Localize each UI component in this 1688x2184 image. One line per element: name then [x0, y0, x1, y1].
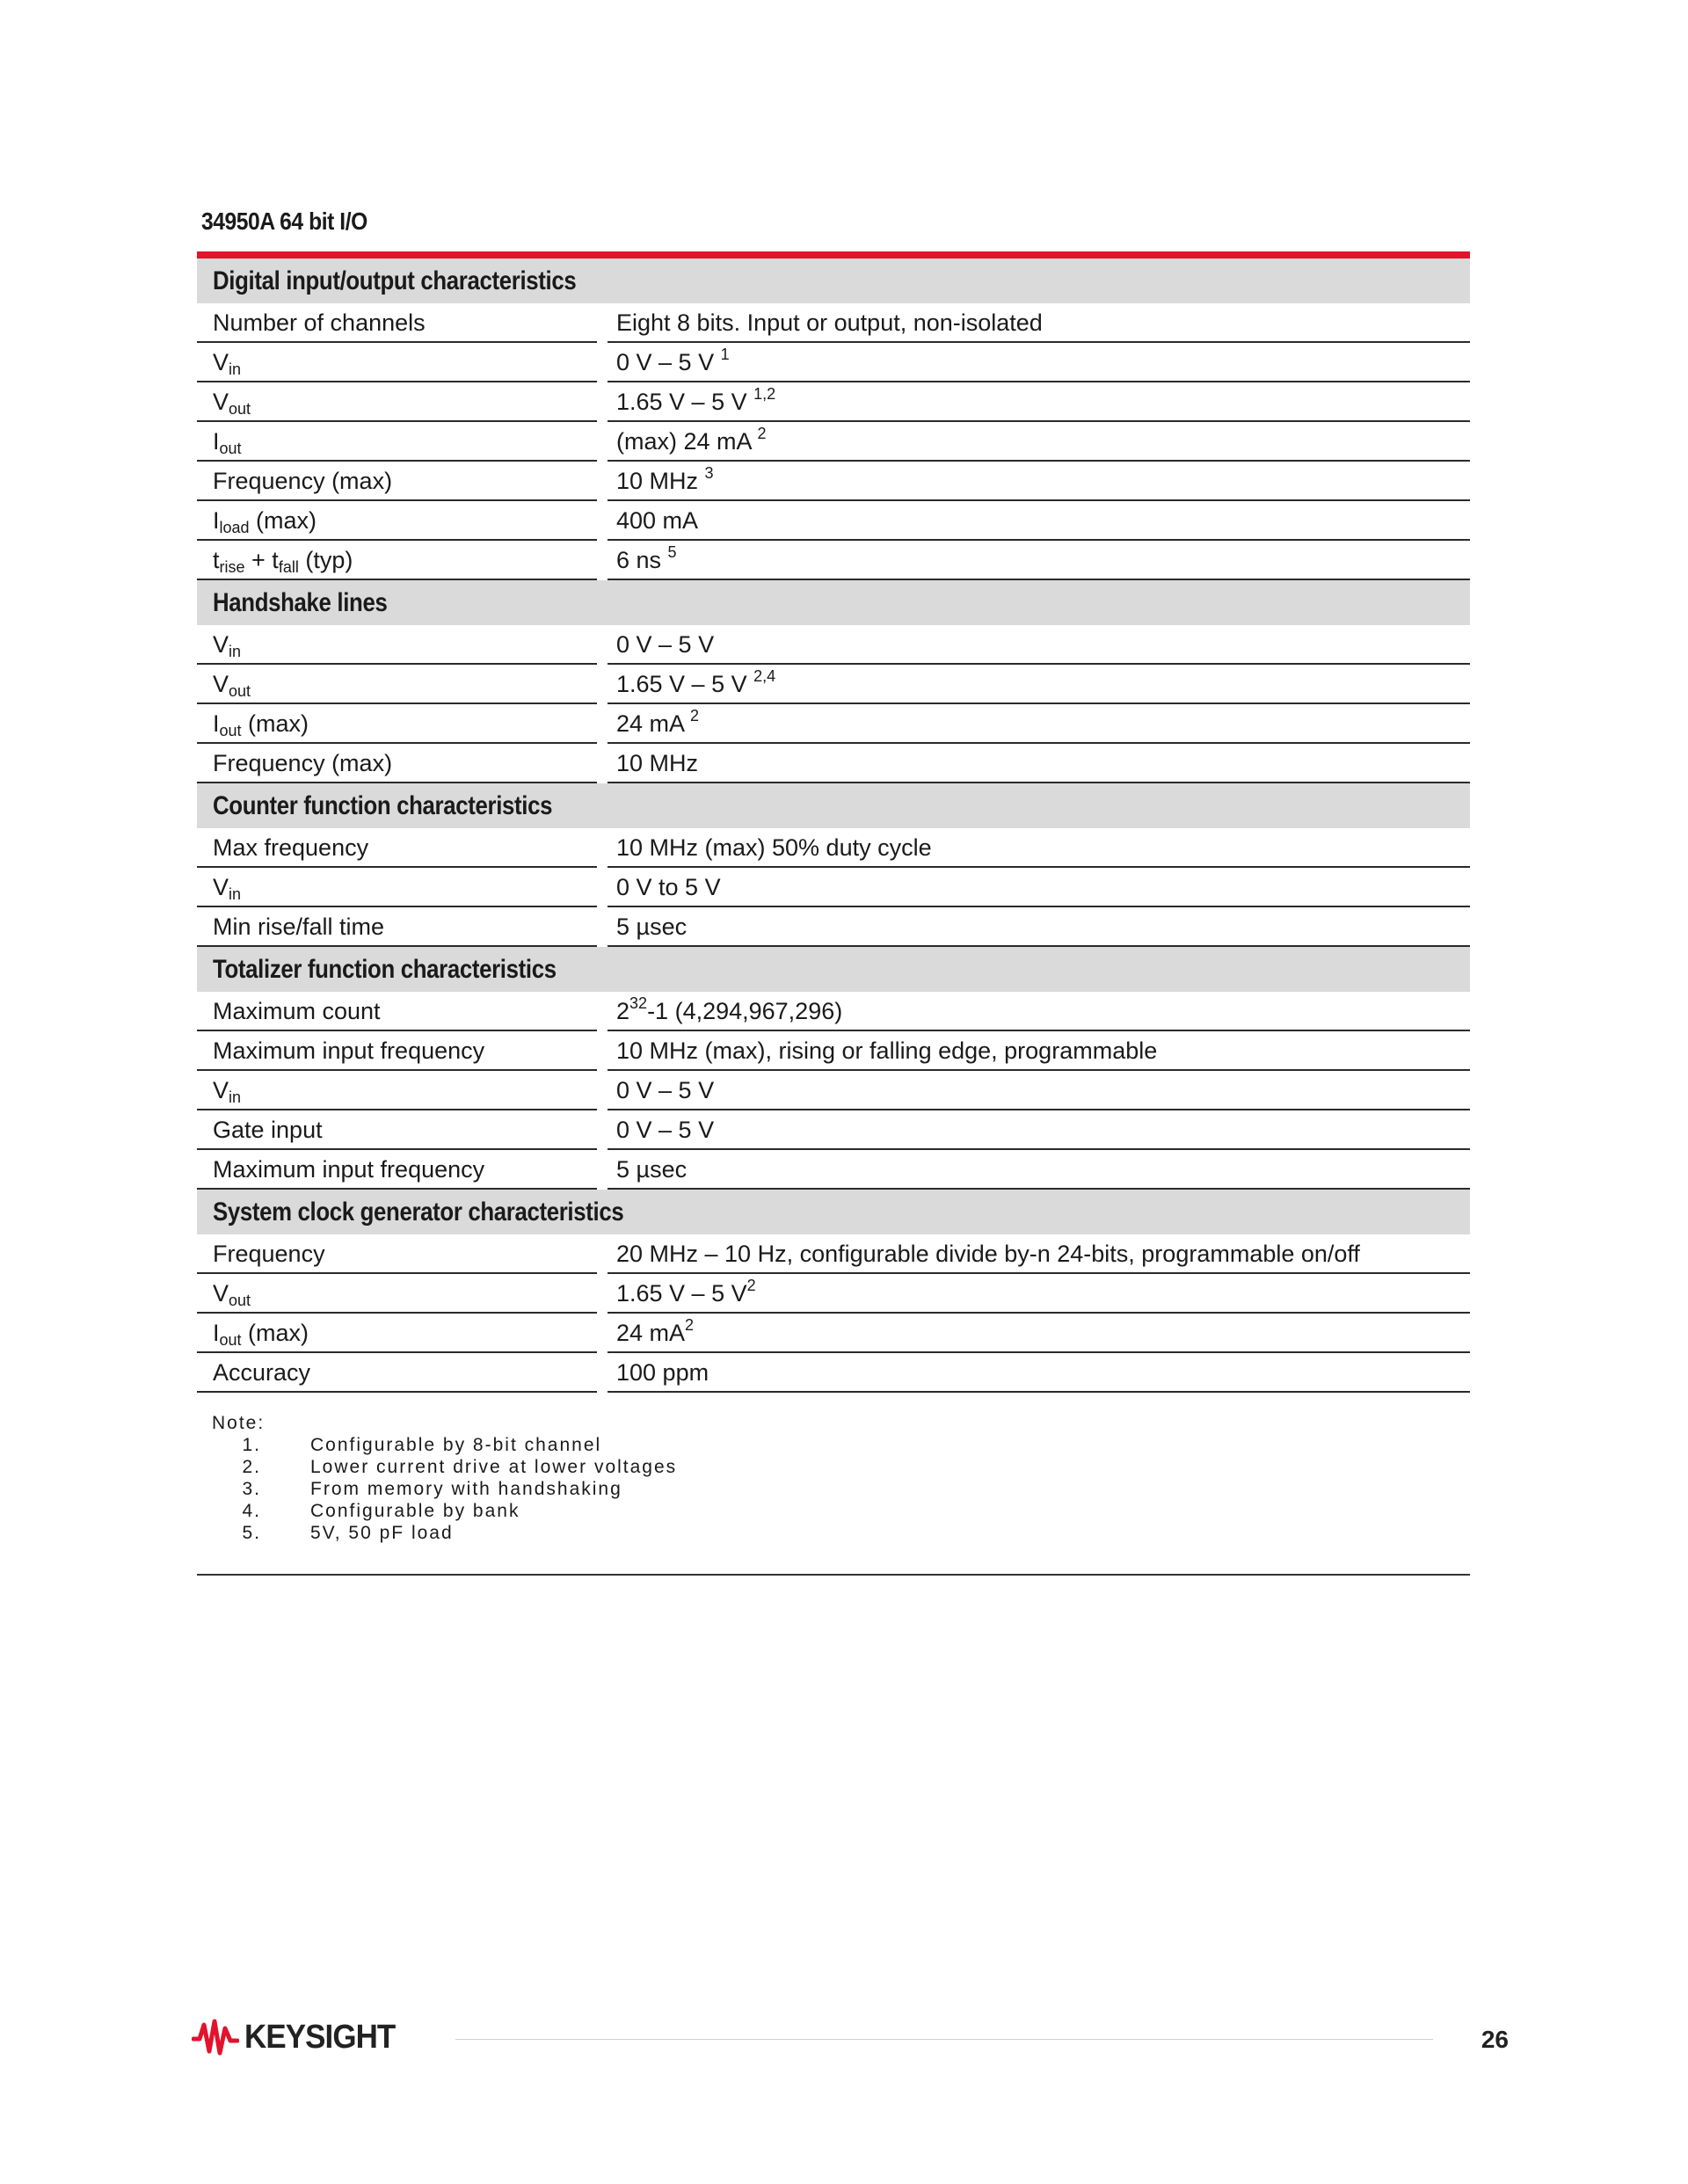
note-number: 3. [242, 1479, 261, 1499]
spec-label [197, 1353, 597, 1393]
spec-value-text: 0 V to 5 V [616, 874, 721, 900]
notes-heading: Note: [212, 1413, 266, 1433]
section-title: Totalizer function characteristics [213, 954, 557, 984]
spec-value-text: (max) 24 mA [616, 428, 758, 455]
section-header [197, 783, 1470, 828]
spec-value-text: 5 µsec [616, 1156, 688, 1183]
spec-value-text: 1.65 V – 5 V [616, 389, 754, 415]
footnote-ref: 2,4 [753, 667, 776, 685]
spec-value-text: Eight 8 bits. Input or output, non-isolated [616, 309, 1043, 336]
column-gap [597, 1314, 608, 1353]
spec-row [197, 422, 1470, 462]
section-header [197, 580, 1470, 625]
spec-value [608, 1110, 1470, 1150]
spec-label-text: V [213, 389, 229, 415]
spec-label [197, 828, 597, 868]
note-text: Lower current drive at lower voltages [310, 1457, 678, 1477]
spec-row [197, 1314, 1470, 1353]
column-gap [597, 1353, 608, 1393]
spec-label [197, 303, 597, 343]
spec-label [197, 501, 597, 541]
note-number: 5. [242, 1523, 261, 1543]
spec-value [608, 1031, 1470, 1071]
spec-row [197, 382, 1470, 422]
spec-row [197, 541, 1470, 580]
column-gap [597, 868, 608, 907]
spec-value [608, 422, 1470, 462]
notes-divider [197, 1574, 1470, 1576]
spec-value-text: 24 mA [616, 710, 691, 737]
spec-row [197, 1031, 1470, 1071]
spec-label-subscript: in [229, 885, 242, 903]
spec-value-text: 10 MHz [616, 750, 699, 776]
note-item [212, 1478, 1003, 1500]
spec-value-text: 10 MHz (max), rising or falling edge, programmable [616, 1037, 1158, 1064]
spec-label [197, 704, 597, 744]
page-number: 26 [1481, 2026, 1509, 2053]
spec-label-text: Frequency [213, 1241, 325, 1267]
spec-row [197, 1274, 1470, 1314]
spec-value-text: 0 V – 5 V [616, 631, 715, 658]
spec-label-subscript: out [229, 1292, 251, 1309]
spec-value-text: 10 MHz (max) 50% duty cycle [616, 834, 932, 861]
column-gap [597, 303, 608, 343]
spec-row [197, 828, 1470, 868]
footnote-ref: 1 [720, 346, 730, 363]
spec-value-text: 0 V – 5 V [616, 1077, 715, 1103]
spec-row [197, 303, 1470, 343]
spec-label-mid: + t [244, 547, 279, 573]
spec-value-tail: -1 (4,294,967,296) [647, 998, 843, 1024]
footnote-ref: 2 [690, 707, 700, 724]
column-gap [597, 704, 608, 744]
spec-value [608, 303, 1470, 343]
spec-label-text: V [213, 671, 229, 697]
spec-value [608, 501, 1470, 541]
spec-sections [197, 258, 1470, 1393]
spec-label [197, 541, 597, 580]
spec-label-text: Maximum count [213, 998, 381, 1024]
spec-label-text: V [213, 874, 229, 900]
spec-label [197, 422, 597, 462]
spec-label-tail: (max) [241, 1320, 309, 1346]
logo-wordmark: KEYSIGHT [244, 2018, 396, 2056]
spec-label [197, 625, 597, 665]
spec-label-subscript: fall [278, 558, 299, 576]
spec-value [608, 1314, 1470, 1353]
spec-label-text: V [213, 1077, 229, 1103]
spec-label-text: Accuracy [213, 1359, 311, 1386]
note-item [212, 1500, 1003, 1522]
note-text: Configurable by 8-bit channel [310, 1435, 602, 1455]
spec-row [197, 343, 1470, 382]
spec-label-text: Max frequency [213, 834, 369, 861]
spec-row [197, 462, 1470, 501]
spec-value-text: 5 µsec [616, 914, 688, 940]
note-number: 2. [242, 1457, 261, 1477]
column-gap [597, 1071, 608, 1110]
section-title: Handshake lines [213, 587, 388, 617]
spec-value [608, 1071, 1470, 1110]
spec-label [197, 744, 597, 783]
spec-label-subscript: out [229, 682, 251, 700]
spec-value [608, 907, 1470, 947]
column-gap [597, 1234, 608, 1274]
spec-value-text: 1.65 V – 5 V [616, 671, 754, 697]
column-gap [597, 1274, 608, 1314]
spec-label-subscript: out [219, 1331, 242, 1349]
spec-label [197, 343, 597, 382]
spec-label [197, 1234, 597, 1274]
spec-value-text: 24 mA [616, 1320, 686, 1346]
column-gap [597, 462, 608, 501]
note-number: 4. [242, 1501, 261, 1521]
spec-label-subscript: rise [219, 558, 245, 576]
spec-label [197, 462, 597, 501]
spec-value-text: 1.65 V – 5 V [616, 1280, 747, 1307]
spec-label-tail: (max) [249, 507, 317, 534]
spec-value-text: 20 MHz – 10 Hz, configurable divide by-n 24-bits, programmable on/off [616, 1241, 1360, 1267]
keysight-wave-icon [192, 2018, 239, 2057]
spec-label [197, 1150, 597, 1190]
red-accent-rule [197, 251, 1470, 258]
spec-value [608, 1234, 1470, 1274]
spec-value [608, 1274, 1470, 1314]
footnote-ref: 32 [629, 994, 648, 1012]
spec-label-subscript: load [219, 519, 250, 536]
spec-row [197, 868, 1470, 907]
column-gap [597, 1031, 608, 1071]
spec-value-text: 100 ppm [616, 1359, 709, 1386]
spec-value-text: 10 MHz [616, 468, 705, 494]
column-gap [597, 992, 608, 1031]
spec-label-text: I [213, 428, 220, 455]
note-text: Configurable by bank [310, 1501, 520, 1521]
spec-value [608, 343, 1470, 382]
spec-label-text: V [213, 631, 229, 658]
spec-value-text: 0 V – 5 V [616, 1117, 715, 1143]
spec-label-text: I [213, 1320, 220, 1346]
spec-value [608, 868, 1470, 907]
spec-row [197, 501, 1470, 541]
column-gap [597, 665, 608, 704]
section-header [197, 1190, 1470, 1234]
spec-value-text: 2 [616, 998, 630, 1024]
spec-label-subscript: out [229, 400, 251, 418]
column-gap [597, 1110, 608, 1150]
footnote-ref: 1,2 [753, 385, 776, 403]
spec-row [197, 704, 1470, 744]
spec-table [197, 251, 1470, 1393]
spec-label [197, 1071, 597, 1110]
spec-label-subscript: out [219, 722, 242, 739]
spec-row [197, 744, 1470, 783]
spec-label-tail: (typ) [298, 547, 353, 573]
spec-label [197, 665, 597, 704]
spec-label-text: V [213, 1280, 229, 1307]
spec-value [608, 462, 1470, 501]
column-gap [597, 625, 608, 665]
footer-divider [455, 2039, 1433, 2040]
footnote-ref: 2 [757, 425, 767, 442]
note-text: 5V, 50 pF load [310, 1523, 454, 1543]
column-gap [597, 907, 608, 947]
spec-row [197, 907, 1470, 947]
spec-label-text: Frequency (max) [213, 750, 393, 776]
spec-row [197, 1234, 1470, 1274]
spec-value-text: 0 V – 5 V [616, 349, 721, 375]
spec-label-text: Gate input [213, 1117, 323, 1143]
spec-row [197, 665, 1470, 704]
spec-label-text: Min rise/fall time [213, 914, 385, 940]
spec-value [608, 992, 1470, 1031]
spec-label-subscript: in [229, 643, 242, 660]
spec-label [197, 1314, 597, 1353]
note-item [212, 1456, 1003, 1478]
spec-label-subscript: in [229, 1088, 242, 1106]
section-header [197, 258, 1470, 303]
page-title: 34950A 64 bit I/O [201, 207, 367, 235]
spec-value [608, 382, 1470, 422]
spec-label-text: t [213, 547, 220, 573]
spec-label [197, 1110, 597, 1150]
spec-label-text: Number of channels [213, 309, 426, 336]
footnote-ref: 5 [667, 543, 677, 561]
footnote-ref: 3 [704, 464, 714, 482]
column-gap [597, 1150, 608, 1190]
spec-value [608, 625, 1470, 665]
column-gap [597, 744, 608, 783]
spec-label-tail: (max) [241, 710, 309, 737]
spec-value [608, 828, 1470, 868]
spec-value [608, 1150, 1470, 1190]
note-number: 1. [242, 1435, 261, 1455]
footnote-ref: 2 [746, 1277, 756, 1294]
spec-label-text: V [213, 349, 229, 375]
column-gap [597, 541, 608, 580]
note-item [212, 1522, 1003, 1544]
note-text: From memory with handshaking [310, 1479, 622, 1499]
spec-label-text: I [213, 507, 220, 534]
spec-value [608, 704, 1470, 744]
column-gap [597, 422, 608, 462]
spec-label-subscript: out [219, 440, 242, 457]
spec-row [197, 1353, 1470, 1393]
column-gap [597, 828, 608, 868]
spec-label [197, 1274, 597, 1314]
spec-value-text: 400 mA [616, 507, 699, 534]
footnote-ref: 2 [685, 1316, 695, 1334]
spec-label-text: Maximum input frequency [213, 1156, 485, 1183]
note-item [212, 1434, 1003, 1456]
column-gap [597, 501, 608, 541]
spec-row [197, 992, 1470, 1031]
section-title: Digital input/output characteristics [213, 266, 577, 295]
spec-label [197, 907, 597, 947]
spec-label [197, 992, 597, 1031]
section-title: Counter function characteristics [213, 790, 553, 820]
spec-value-text: 6 ns [616, 547, 668, 573]
spec-label [197, 868, 597, 907]
spec-label [197, 1031, 597, 1071]
spec-value [608, 1353, 1470, 1393]
keysight-logo [192, 2018, 408, 2057]
section-header [197, 947, 1470, 992]
spec-label [197, 382, 597, 422]
spec-row [197, 1110, 1470, 1150]
section-title: System clock generator characteristics [213, 1197, 624, 1227]
spec-label-text: Frequency (max) [213, 468, 393, 494]
spec-label-text: I [213, 710, 220, 737]
note-list [212, 1434, 1003, 1544]
notes [212, 1412, 1003, 1544]
spec-label-subscript: in [229, 360, 242, 378]
spec-value [608, 744, 1470, 783]
spec-value [608, 541, 1470, 580]
column-gap [597, 343, 608, 382]
column-gap [597, 382, 608, 422]
spec-row [197, 1150, 1470, 1190]
spec-row [197, 1071, 1470, 1110]
spec-row [197, 625, 1470, 665]
spec-label-text: Maximum input frequency [213, 1037, 485, 1064]
spec-value [608, 665, 1470, 704]
